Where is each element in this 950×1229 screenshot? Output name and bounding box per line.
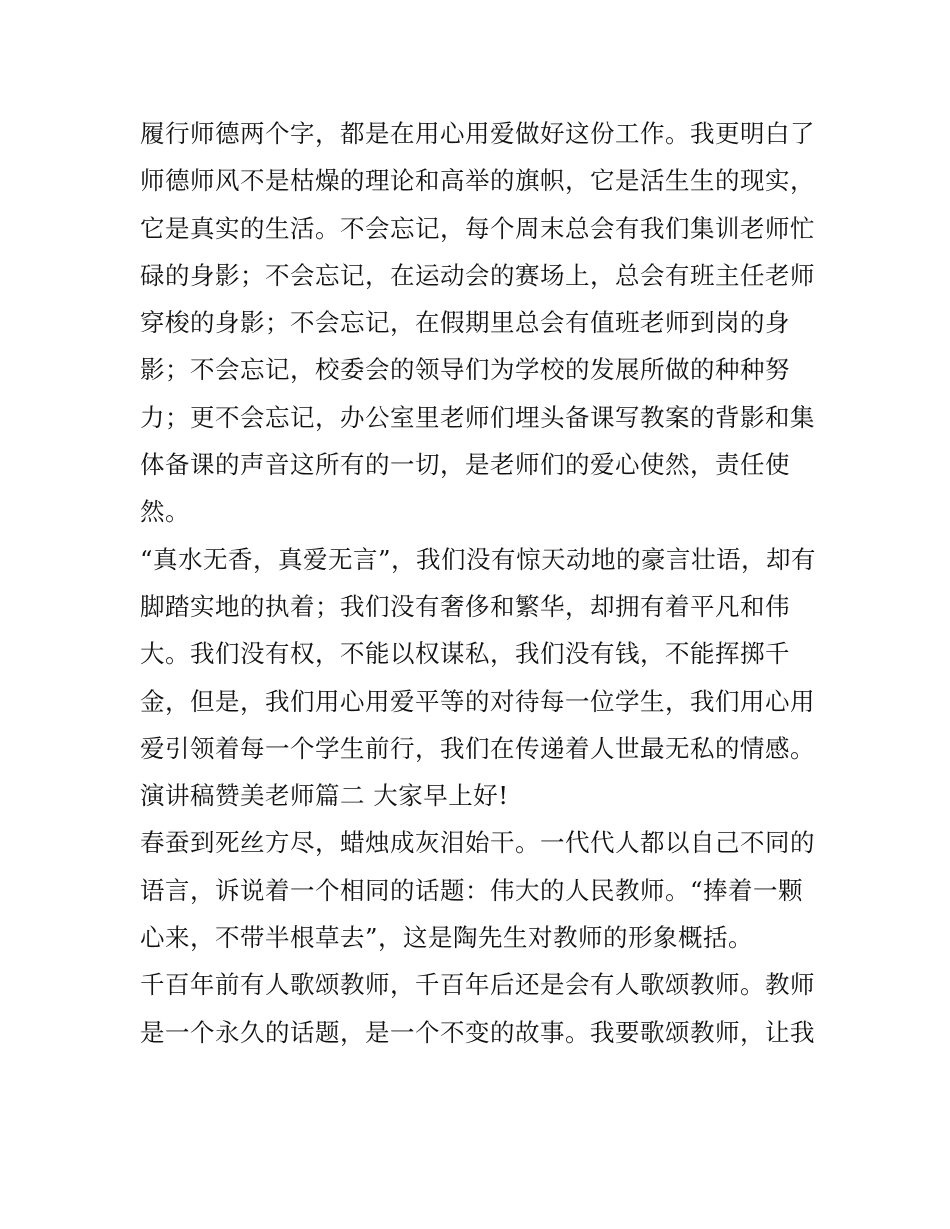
text-line: 碌的身影；不会忘记，在运动会的赛场上，总会有班主任老师 (140, 260, 815, 290)
text-line: 然。 (140, 497, 190, 527)
text-line: 大。我们没有权，不能以权谋私，我们没有钱，不能挥掷千 (140, 639, 790, 669)
text-line: 力；更不会忘记，办公室里老师们埋头备课写教案的背影和集 (140, 402, 815, 432)
text-line: 体备课的声音这所有的一切，是老师们的爱心使然，责任使 (140, 450, 790, 480)
text-line: 语言，诉说着一个相同的话题：伟大的人民教师。“捧着一颗 (140, 875, 804, 905)
text-line: 它是真实的生活。不会忘记，每个周末总会有我们集训老师忙 (140, 213, 815, 243)
text-line: 金，但是，我们用心用爱平等的对待每一位学生，我们用心用 (140, 686, 815, 716)
text-line: 师德师风不是枯燥的理论和高举的旗帜，它是活生生的现实， (140, 166, 815, 196)
text-line: 千百年前有人歌颂教师，千百年后还是会有人歌颂教师。教师 (140, 970, 815, 1000)
text-line: 心来，不带半根草去”，这是陶先生对教师的形象概括。 (140, 923, 754, 953)
text-line: 履行师德两个字，都是在用心用爱做好这份工作。我更明白了 (140, 119, 815, 148)
section-heading-line: 演讲稿赞美老师篇二 大家早上好! (140, 781, 509, 811)
text-line: 影；不会忘记，校委会的领导们为学校的发展所做的种种努 (140, 355, 790, 385)
text-line: 穿梭的身影；不会忘记，在假期里总会有值班老师到岗的身 (140, 308, 790, 338)
text-line: 脚踏实地的执着；我们没有奢侈和繁华，却拥有着平凡和伟 (140, 591, 790, 621)
text-line: 是一个永久的话题，是一个不变的故事。我要歌颂教师，让我 (140, 1017, 815, 1047)
document-body (140, 110, 816, 1056)
text-line: 爱引领着每一个学生前行，我们在传递着人世最无私的情感。 (140, 733, 815, 763)
text-line: “真水无香，真爱无言”，我们没有惊天动地的豪言壮语，却有 (140, 544, 817, 574)
text-line: 春蚕到死丝方尽，蜡烛成灰泪始干。一代代人都以自己不同的 (140, 828, 815, 858)
